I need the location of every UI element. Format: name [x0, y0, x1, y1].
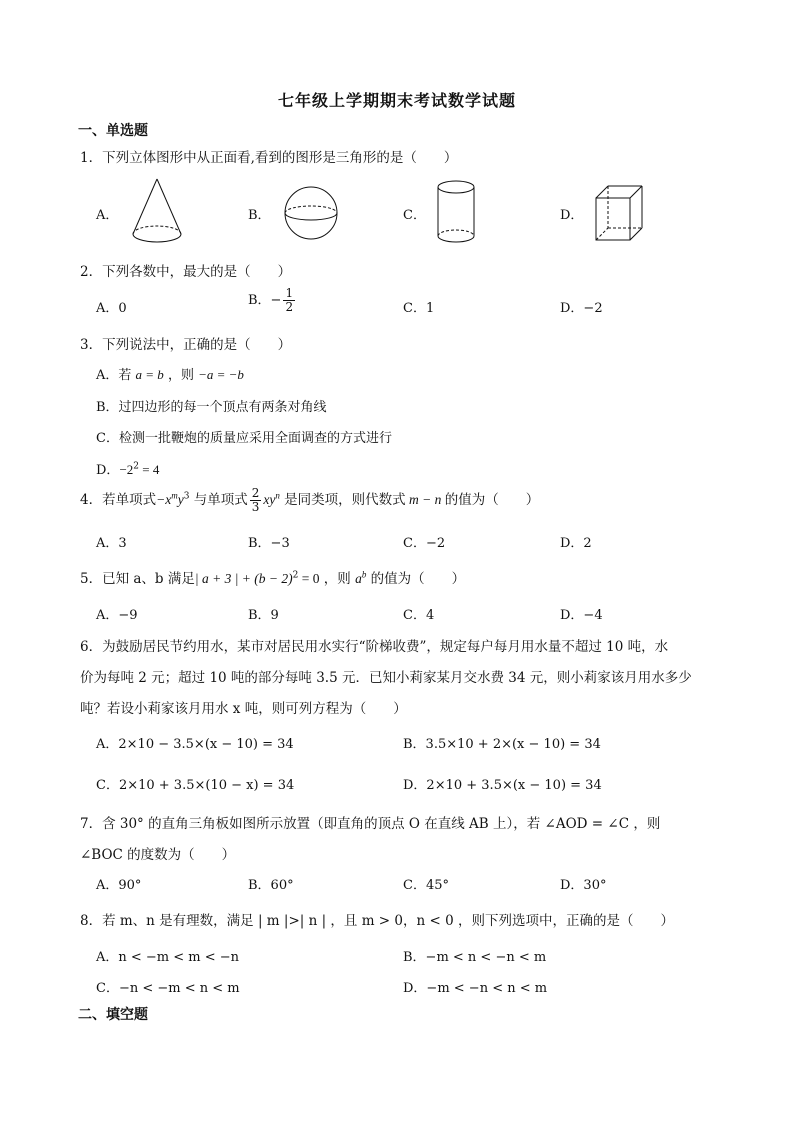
q8-option-c: C．−n < −m < n < m — [96, 981, 240, 996]
page-title: 七年级上学期期末考试数学试题 — [277, 91, 516, 110]
question-3-stem: 3．下列说法中，正确的是（ ） — [80, 337, 292, 353]
q5-option-d: D．−4 — [560, 608, 603, 623]
q3-option-a-prefix: A．若 — [96, 368, 136, 383]
q5-text: ，则 — [319, 571, 356, 587]
q4-text: 与单项式 — [189, 492, 248, 508]
exponent: n — [275, 490, 280, 501]
q2-option-d: D．−2 — [560, 301, 603, 316]
q5-option-a: A．−9 — [96, 608, 138, 623]
exponent: b — [361, 569, 367, 580]
question-4-stem — [80, 487, 539, 514]
q1-option-d-label: D． — [560, 208, 584, 223]
q6-option-c: C．2×10 + 3.5×(10 − x) = 34 — [96, 778, 295, 793]
q8-option-b: B．−m < n < −n < m — [403, 950, 547, 965]
fraction-numerator: 1 — [285, 286, 294, 300]
math-expression: xy — [263, 492, 276, 507]
q4-text: 是同类项，则代数式 — [279, 492, 406, 508]
q2-option-c: C．1 — [403, 301, 435, 316]
q4-option-c: C．−2 — [403, 536, 446, 551]
q5-option-b: B．9 — [248, 608, 279, 623]
question-6-line-1: 6．为鼓励居民节约用水，某市对居民用水实行“阶梯收费”，规定每户每月用水量不超过 10 吨，水 — [80, 639, 669, 655]
q7-option-b: B．60° — [248, 878, 294, 893]
math-expression: | a + 3 | + (b − 2) — [194, 571, 293, 586]
section-heading-single-choice: 一、单选题 — [78, 123, 148, 139]
cylinder-icon — [436, 178, 478, 248]
question-5-stem — [80, 567, 465, 587]
math-expression: y — [177, 492, 184, 507]
exponent: 2 — [133, 461, 140, 472]
q3-option-b: B．过四边形的每一个顶点有两条对角线 — [96, 400, 327, 415]
section-heading-fill-in: 二、填空题 — [78, 1007, 148, 1023]
cone-icon — [130, 176, 184, 246]
q8-option-d: D．−m < −n < n < m — [403, 981, 548, 996]
q1-option-b-label: B． — [248, 208, 271, 223]
sphere-icon — [280, 186, 342, 240]
q3-option-d — [96, 459, 159, 478]
q3-option-a — [96, 364, 244, 383]
fraction — [250, 487, 262, 514]
q4-option-d: D．2 — [560, 536, 592, 551]
q4-text: 4．若单项式 — [80, 492, 157, 508]
math-expression: a — [355, 571, 362, 586]
q3-option-d-prefix: D． — [96, 463, 120, 478]
q8-option-a: A．n < −m < m < −n — [96, 950, 240, 965]
q6-option-a: A．2×10 − 3.5×(x − 10) = 34 — [96, 737, 294, 752]
fraction — [283, 287, 295, 314]
math-expression: m − n — [405, 492, 445, 507]
q6-option-b: B．3.5×10 + 2×(x − 10) = 34 — [403, 737, 601, 752]
math-expression: −a = −b — [198, 367, 244, 382]
q5-text: 5．已知 a、b 满足 — [80, 571, 195, 587]
q4-text: 的值为（ ） — [444, 492, 540, 508]
math-expression: = 0 — [298, 571, 320, 586]
q4-option-b: B．−3 — [248, 536, 290, 551]
math-expression: = 4 — [139, 462, 160, 477]
fraction-denominator: 2 — [285, 300, 294, 314]
q7-option-d: D．30° — [560, 878, 607, 893]
math-expression: −2 — [119, 462, 134, 477]
exponent: 2 — [292, 570, 299, 581]
q1-option-a-label: A． — [96, 208, 119, 223]
fraction-denominator: 3 — [251, 500, 260, 514]
cuboid-icon — [594, 184, 646, 242]
q2-option-b-prefix: B．− — [248, 293, 282, 308]
exponent: 3 — [183, 491, 190, 502]
fraction-numerator: 2 — [251, 486, 260, 500]
question-7-line-1: 7．含 30° 的直角三角板如图所示放置（即直角的顶点 O 在直线 AB 上），若 ∠AOD = ∠C ，则 — [80, 816, 661, 832]
q7-option-c: C．45° — [403, 878, 449, 893]
math-expression: −x — [156, 492, 172, 507]
question-6-line-3: 吨？若设小莉家该月用水 x 吨，则可列方程为（ ） — [80, 701, 407, 717]
question-1-stem: 1．下列立体图形中从正面看,看到的图形是三角形的是（ ） — [80, 150, 458, 166]
q3-option-c: C．检测一批鞭炮的质量应采用全面调查的方式进行 — [96, 431, 392, 446]
q7-option-a: A．90° — [96, 878, 142, 893]
q2-option-a: A．0 — [96, 301, 127, 316]
q6-option-d: D．2×10 + 3.5×(x − 10) = 34 — [403, 778, 602, 793]
q5-option-c: C．4 — [403, 608, 435, 623]
question-6-line-2: 价为每吨 2 元；超过 10 吨的部分每吨 3.5 元．已知小莉家某月交水费 34 元，则小莉家该月用水多少 — [80, 670, 692, 686]
q3-option-a-mid: ，则 — [163, 368, 199, 383]
math-expression: a = b — [135, 367, 164, 382]
question-8-stem: 8．若 m、n 是有理数，满足 | m |>| n | ，且 m > 0，n < 0 ，则下列选项中，正确的是（ ） — [80, 913, 674, 929]
q4-option-a: A．3 — [96, 536, 127, 551]
question-7-line-2: ∠BOC 的度数为（ ） — [80, 847, 236, 863]
q5-text: 的值为（ ） — [366, 571, 466, 587]
q1-option-c-label: C． — [403, 208, 426, 223]
q2-option-b — [248, 287, 297, 314]
exponent: m — [171, 490, 178, 501]
question-2-stem: 2．下列各数中，最大的是（ ） — [80, 264, 292, 280]
